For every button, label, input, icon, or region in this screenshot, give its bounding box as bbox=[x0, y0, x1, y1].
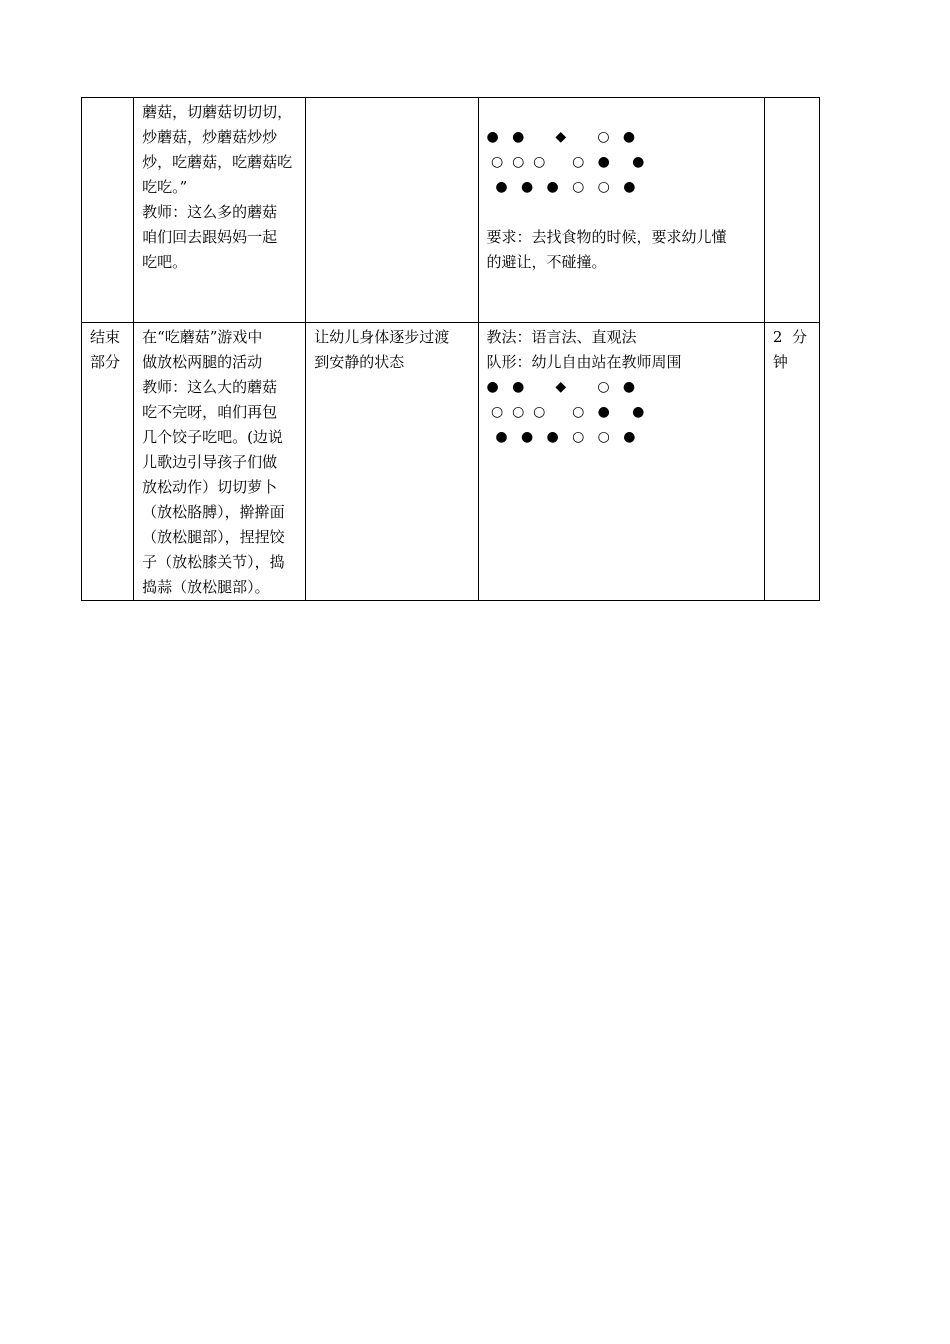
time-label: 2 分 bbox=[772, 328, 807, 346]
content-line: （放松胳膊），擀擀面 bbox=[142, 503, 285, 521]
goal-cell bbox=[306, 323, 478, 601]
content-line: 蘑菇，切蘑菇切切切， bbox=[142, 103, 293, 121]
goal-cell bbox=[306, 98, 478, 323]
content-line: 子（放松膝关节），捣 bbox=[142, 553, 285, 571]
time-cell bbox=[764, 98, 819, 323]
formation-diagram-line: ● ● ◆ ○ ● bbox=[486, 129, 636, 145]
method-cell bbox=[478, 98, 764, 323]
content-line: 炒蘑菇，炒蘑菇炒炒 bbox=[142, 128, 278, 146]
formation-diagram-line: ○ ○ ○ ○ ● ● bbox=[486, 154, 645, 170]
formation-diagram-line: ○ ○ ○ ○ ● ● bbox=[486, 404, 645, 420]
content-cell bbox=[134, 98, 306, 323]
goal-line: 让幼儿身体逐步过渡 bbox=[314, 328, 450, 346]
formation-diagram-line: ● ● ● ○ ○ ● bbox=[486, 179, 636, 195]
goal-line: 到安静的状态 bbox=[314, 353, 405, 371]
content-line: 在“吃蘑菇”游戏中 bbox=[142, 328, 263, 346]
content-line: 吃吧。 bbox=[142, 253, 188, 271]
formation-diagram-line: ● ● ● ○ ○ ● bbox=[486, 429, 636, 445]
content-cell bbox=[134, 323, 306, 601]
table-row bbox=[82, 98, 820, 323]
time-label: 钟 bbox=[772, 353, 788, 371]
content-line: 教师：这么多的蘑菇 bbox=[142, 203, 278, 221]
content-line: 咱们回去跟妈妈一起 bbox=[142, 228, 278, 246]
section-label: 结束 bbox=[90, 328, 121, 346]
content-line: 放松动作）切切萝卜 bbox=[142, 478, 278, 496]
requirement-line: 的避让，不碰撞。 bbox=[486, 253, 607, 271]
content-line: 炒，吃蘑菇，吃蘑菇吃 bbox=[142, 153, 293, 171]
content-line: 教师：这么大的蘑菇 bbox=[142, 378, 278, 396]
content-line: 捣蒜（放松腿部）。 bbox=[142, 578, 270, 596]
content-line: （放松腿部），捏捏饺 bbox=[142, 528, 285, 546]
section-label: 部分 bbox=[90, 353, 121, 371]
method-line: 教法：语言法、直观法 bbox=[486, 328, 637, 346]
content-line: 做放松两腿的活动 bbox=[142, 353, 263, 371]
content-line: 儿歌边引导孩子们做 bbox=[142, 453, 278, 471]
formation-diagram-line: ● ● ◆ ○ ● bbox=[486, 379, 636, 395]
requirement-line: 要求：去找食物的时候，要求幼儿懂 bbox=[486, 228, 727, 246]
content-line: 吃吃。” bbox=[142, 178, 188, 196]
time-cell bbox=[764, 323, 819, 601]
lesson-plan-table bbox=[81, 97, 820, 601]
section-cell bbox=[82, 323, 134, 601]
content-line: 几个饺子吃吧。(边说 bbox=[142, 428, 283, 446]
method-cell bbox=[478, 323, 764, 601]
section-cell bbox=[82, 98, 134, 323]
formation-label: 队形：幼儿自由站在教师周围 bbox=[486, 353, 682, 371]
content-line: 吃不完呀，咱们再包 bbox=[142, 403, 278, 421]
table-row bbox=[82, 323, 820, 601]
